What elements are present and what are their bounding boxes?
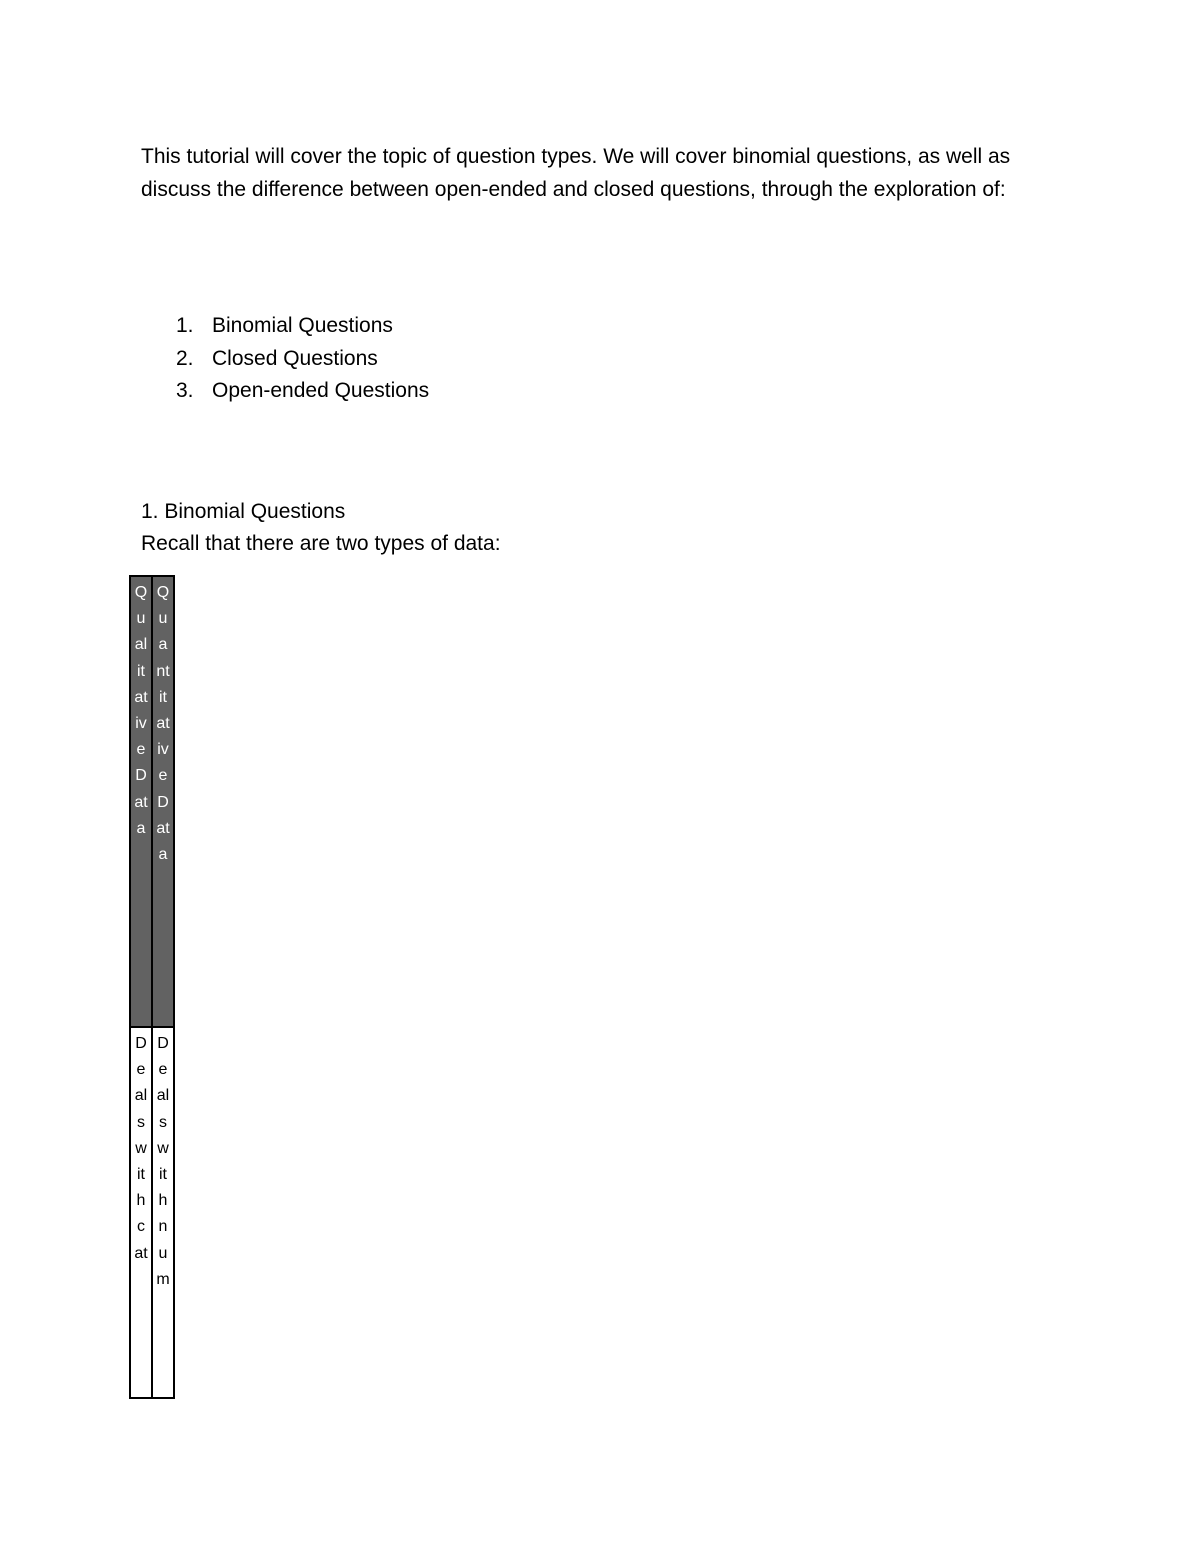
intro-paragraph: This tutorial will cover the topic of question types. We will cover binomial questions, as well as discuss the difference between open-ended and closed questions, through the exploration of: [141,145,1011,201]
toc-item-number: 3. [176,379,194,402]
header-qualitative: Qualitative Data [134,584,148,837]
table-of-contents [176,310,429,408]
toc-item-number: 2. [176,346,194,370]
toc-item [176,343,429,376]
toc-item-label: Closed Questions [212,346,378,370]
table-cell [152,1027,174,1398]
data-types-table [129,575,175,1399]
toc-item [176,310,429,343]
toc-item [176,375,429,408]
toc-item-label: Open-ended Questions [212,379,430,402]
table-header-row [130,576,174,1027]
header-quantitative: Quantitative Data [156,584,170,864]
section-heading: 1. Binomial Questions [141,500,346,523]
table-cell [130,1027,152,1398]
recall-text: Recall that there are two types of data: [141,532,501,555]
table-row [130,1027,174,1398]
cell-quantitative: Deals with num [156,1035,170,1288]
toc-item-number: 1. [176,314,194,337]
table-header-cell [152,576,174,1027]
toc-item-label: Binomial Questions [212,314,393,337]
cell-qualitative: Deals with cat [134,1035,148,1262]
table-header-cell [130,576,152,1027]
